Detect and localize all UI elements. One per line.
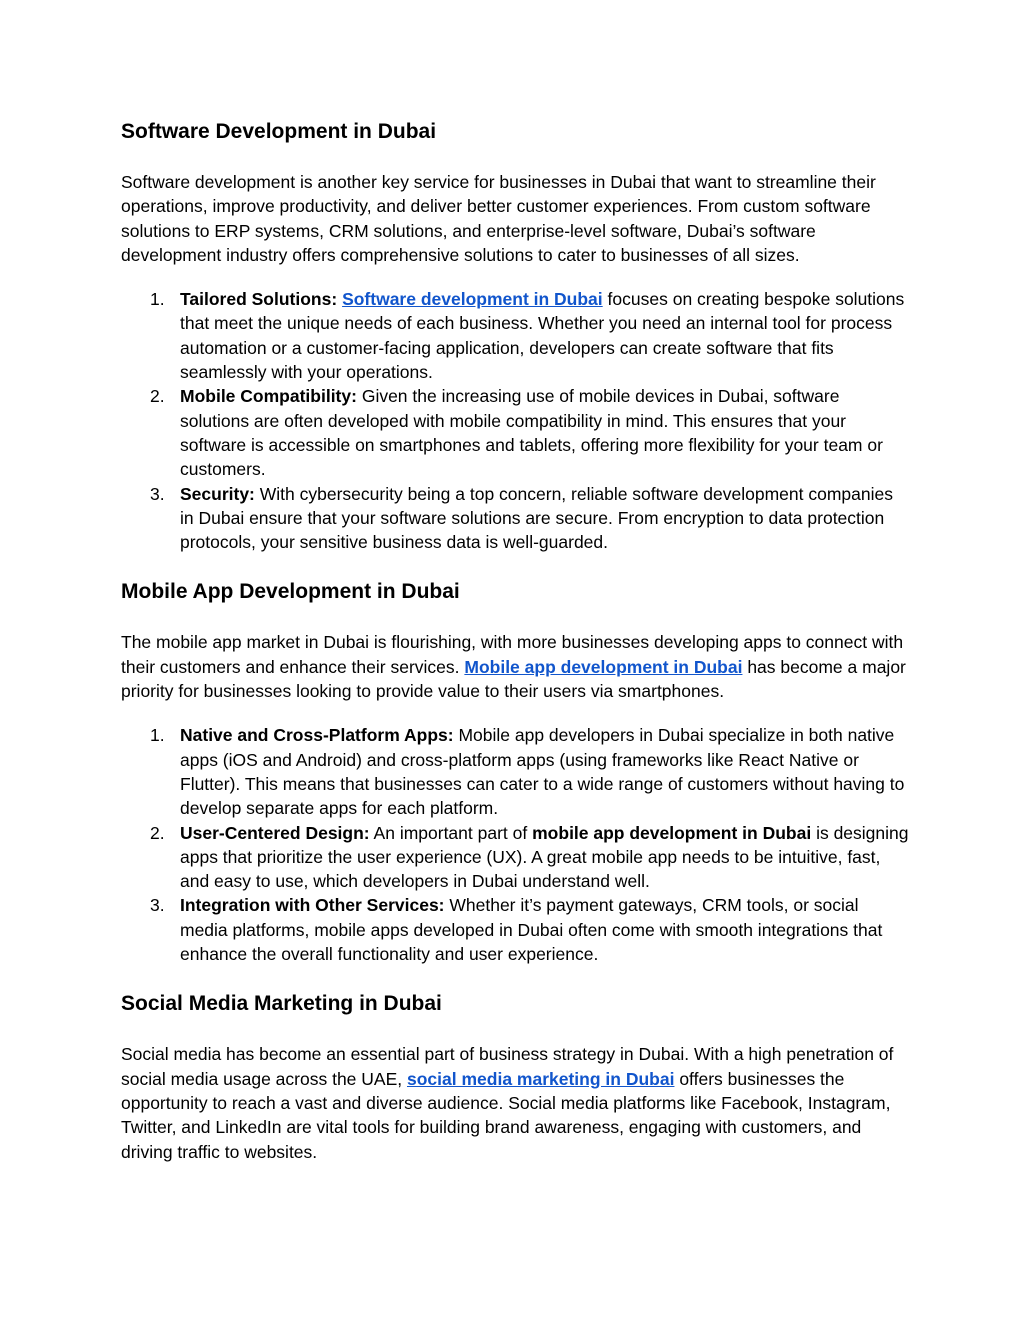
list-item-text: is designing apps that prioritize the user experience (UX). A great mobile app needs to be intuitive, fast, and easy to use, which developers in Dubai understand well. [180, 822, 909, 892]
list-number: 2. [150, 386, 165, 407]
paragraph-text: has become a major priority for businesses looking to provide value to their users via smartphones. [121, 656, 906, 702]
list-item-text: With cybersecurity being a top concern, reliable software development companies in Dubai ensure that your software solutions are secure. From encryption to data protection protocols, your sensitive business data is well-guarded. [180, 483, 894, 553]
list-item-label: Native and Cross-Platform Apps: [180, 725, 454, 746]
list-item-text: focuses on creating bespoke solutions that meet the unique needs of each business. Whether you need an internal tool for process automation or a customer-facing application, developers can create software that fits seamlessly with your operations. [180, 289, 905, 383]
section-heading-software-development: Software Development in Dubai [121, 120, 437, 143]
list-number: 3. [150, 895, 165, 916]
paragraph-text: Social media has become an essential part of business strategy in Dubai. With a high penetration of social media usage across the UAE, [121, 1044, 894, 1089]
document-content [121, 118, 911, 1164]
section-paragraph-mobile-app-development [121, 630, 911, 703]
list-item-bold-inline: mobile app development in Dubai [532, 822, 812, 843]
list-number: 2. [150, 822, 165, 843]
list-item [121, 384, 911, 481]
section-heading-social-media-marketing: Social Media Marketing in Dubai [121, 992, 442, 1016]
software-development-list [121, 287, 911, 554]
paragraph-text: The mobile app market in Dubai is flourishing, with more businesses developing apps to connect with their customers and enhance their services. [121, 632, 904, 677]
mobile-app-development-list [121, 723, 911, 966]
list-item-text: An important part of [373, 822, 528, 843]
list-item-label: Tailored Solutions: [180, 289, 338, 310]
list-number: 3. [150, 483, 165, 504]
list-item-text: Given the increasing use of mobile devices in Dubai, software solutions are often developed with mobile compatibility in mind. This ensures that your software is accessible on smartphones and tablets, offering more flexibility for your team or customers. [180, 386, 883, 480]
list-item [121, 482, 911, 555]
list-item-text: Whether it’s payment gateways, CRM tools, or social media platforms, mobile apps developed in Dubai often come with smooth integrations that enhance the overall functionality and user experience. [180, 895, 883, 965]
list-item [121, 287, 911, 384]
list-item-label: Security: [180, 483, 255, 504]
section-paragraph-social-media-marketing [121, 1042, 911, 1163]
list-number: 1. [150, 725, 165, 746]
list-item [121, 821, 911, 894]
section-paragraph-software-development: Software development is another key service for businesses in Dubai that want to streamline their operations, improve productivity, and deliver better customer experiences. From custom software solutions to ERP systems, CRM solutions, and enterprise-level software, Dubai’s software development industry offers comprehensive solutions to cater to businesses of all sizes. [121, 172, 876, 265]
list-item [121, 893, 911, 966]
mobile-app-development-link[interactable]: Mobile app development in Dubai [464, 656, 743, 677]
list-item-text: Mobile app developers in Dubai specialize in both native apps (iOS and Android) and cross-platform apps (using frameworks like React Native or Flutter). This means that businesses can cater to a wide range of customers without having to develop separate apps for each platform. [180, 725, 905, 819]
list-item [121, 723, 911, 820]
software-development-link[interactable]: Software development in Dubai [342, 289, 603, 310]
list-number: 1. [150, 289, 165, 310]
list-item-label: Integration with Other Services: [180, 895, 445, 916]
paragraph-text: offers businesses the opportunity to reach a vast and diverse audience. Social media platforms like Facebook, Instagram, Twitter, and LinkedIn are vital tools for building brand awareness, engaging with customers, and driving traffic to websites. [121, 1068, 891, 1162]
list-item-label: User-Centered Design: [180, 822, 370, 843]
list-item-label: Mobile Compatibility: [180, 386, 357, 407]
social-media-marketing-link[interactable]: social media marketing in Dubai [407, 1068, 675, 1089]
section-heading-mobile-app-development: Mobile App Development in Dubai [121, 580, 460, 604]
